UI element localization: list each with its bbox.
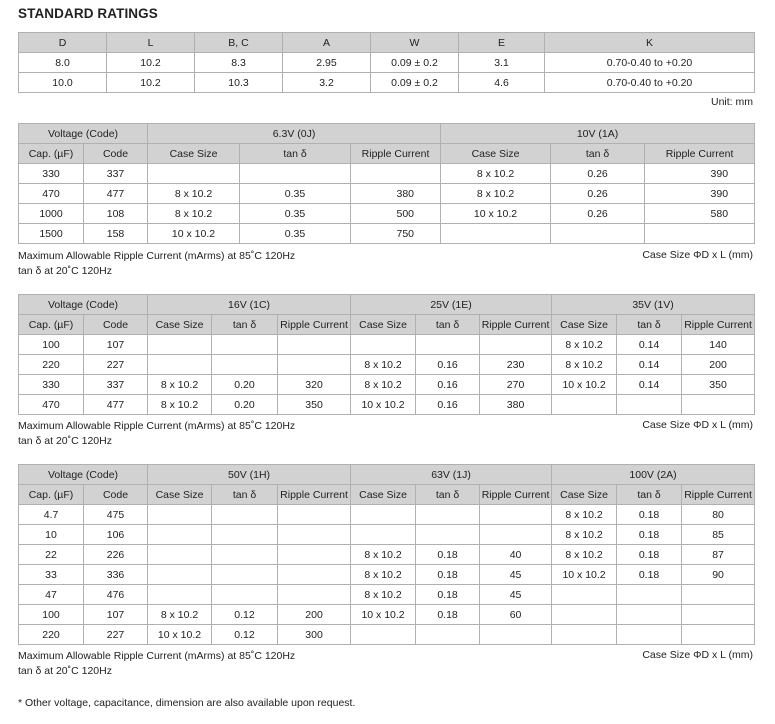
dimensions-header-row (19, 33, 755, 53)
case-size-header: Case Size (552, 315, 617, 335)
table-cell: 8.0 (19, 53, 107, 73)
table-cell: 4.7 (19, 505, 84, 525)
table-cell (148, 335, 212, 355)
table-cell: 8 x 10.2 (148, 184, 240, 204)
table-cell (617, 605, 682, 625)
table-row (19, 204, 755, 224)
table-cell: 22 (19, 545, 84, 565)
table-cell (351, 335, 416, 355)
table-cell (552, 585, 617, 605)
code-header: Code (84, 144, 148, 164)
table-cell (682, 605, 755, 625)
table-cell: 0.26 (551, 204, 645, 224)
table-cell: 8 x 10.2 (552, 505, 617, 525)
tan-delta-header: tan δ (617, 485, 682, 505)
ratings-table-3 (18, 464, 755, 645)
table-cell: 10 x 10.2 (148, 625, 212, 645)
table-cell (212, 525, 278, 545)
table-cell: 750 (351, 224, 441, 244)
table-cell (148, 525, 212, 545)
table-cell: 0.18 (416, 565, 480, 585)
dimensions-table (18, 32, 755, 93)
table-cell: 330 (19, 375, 84, 395)
ripple-current-header: Ripple Current (682, 485, 755, 505)
sub-header-row (19, 144, 755, 164)
table-cell: 200 (682, 355, 755, 375)
tan-delta-header: tan δ (240, 144, 351, 164)
table-row (19, 355, 755, 375)
table-cell: 300 (278, 625, 351, 645)
table-cell: 8 x 10.2 (351, 355, 416, 375)
col-header: E (459, 33, 545, 53)
table-cell: 3.2 (283, 73, 371, 93)
table-row (19, 395, 755, 415)
table-cell: 3.1 (459, 53, 545, 73)
tan-delta-header: tan δ (212, 485, 278, 505)
ripple-current-header: Ripple Current (278, 485, 351, 505)
table-row (19, 545, 755, 565)
table-cell: 10 x 10.2 (552, 565, 617, 585)
cap-header: Cap. (µF) (19, 485, 84, 505)
table-cell (617, 395, 682, 415)
table-cell (682, 585, 755, 605)
table-cell: 2.95 (283, 53, 371, 73)
tan-note-text: tan δ at 20˚C 120Hz (18, 665, 112, 677)
table-cell (278, 505, 351, 525)
table-cell: 45 (480, 585, 552, 605)
case-size-header: Case Size (148, 485, 212, 505)
table-cell (645, 224, 755, 244)
table-cell: 0.70-0.40 to +0.20 (545, 53, 755, 73)
t3-body (19, 505, 755, 645)
table-cell: 10 x 10.2 (441, 204, 551, 224)
voltage-code-header: Voltage (Code) (19, 465, 148, 485)
case-size-header: Case Size (148, 144, 240, 164)
table-cell: 10 (19, 525, 84, 545)
case-size-header: Case Size (351, 315, 416, 335)
col-header: K (545, 33, 755, 53)
tan-delta-header: tan δ (416, 315, 480, 335)
tan-delta-header: tan δ (551, 144, 645, 164)
voltage-group-header: 35V (1V) (552, 295, 755, 315)
table-cell: 87 (682, 545, 755, 565)
case-size-header: Case Size (552, 485, 617, 505)
table-cell: 0.18 (617, 545, 682, 565)
table-cell: 45 (480, 565, 552, 585)
table-cell: 477 (84, 184, 148, 204)
table-cell (278, 545, 351, 565)
table-cell: 10 x 10.2 (552, 375, 617, 395)
col-header: D (19, 33, 107, 53)
table-cell: 107 (84, 605, 148, 625)
table-cell (617, 585, 682, 605)
voltage-code-header: Voltage (Code) (19, 124, 148, 144)
table-cell: 500 (351, 204, 441, 224)
table-cell: 8 x 10.2 (351, 375, 416, 395)
table-cell: 470 (19, 395, 84, 415)
code-header: Code (84, 315, 148, 335)
table-cell: 0.14 (617, 335, 682, 355)
ripple-note (18, 419, 295, 449)
table-row (19, 525, 755, 545)
voltage-group-header: 10V (1A) (441, 124, 755, 144)
table-cell: 40 (480, 545, 552, 565)
table-cell: 100 (19, 335, 84, 355)
table-cell: 0.18 (416, 605, 480, 625)
table-cell: 8.3 (195, 53, 283, 73)
table-row (19, 605, 755, 625)
table-cell: 200 (278, 605, 351, 625)
table-cell: 477 (84, 395, 148, 415)
table-cell: 337 (84, 164, 148, 184)
table-cell: 0.09 ± 0.2 (371, 53, 459, 73)
table-row (19, 335, 755, 355)
tan-delta-header: tan δ (416, 485, 480, 505)
table-cell: 8 x 10.2 (351, 545, 416, 565)
table-cell (351, 625, 416, 645)
table-cell: 337 (84, 375, 148, 395)
table-cell: 8 x 10.2 (351, 585, 416, 605)
table-cell (278, 585, 351, 605)
table-cell: 10 x 10.2 (148, 224, 240, 244)
table-cell: 8 x 10.2 (148, 605, 212, 625)
table-cell: 108 (84, 204, 148, 224)
table-cell: 0.70-0.40 to +0.20 (545, 73, 755, 93)
table-row (19, 505, 755, 525)
table-cell: 8 x 10.2 (148, 204, 240, 224)
table-cell (148, 164, 240, 184)
table-cell: 230 (480, 355, 552, 375)
voltage-group-header: 100V (2A) (552, 465, 755, 485)
sub-header-row (19, 485, 755, 505)
table-cell (212, 565, 278, 585)
table-cell: 8 x 10.2 (148, 375, 212, 395)
case-size-header: Case Size (441, 144, 551, 164)
table-cell: 60 (480, 605, 552, 625)
t1-body (19, 164, 755, 244)
table-cell: 470 (19, 184, 84, 204)
table-cell (351, 505, 416, 525)
voltage-group-header: 6.3V (0J) (148, 124, 441, 144)
voltage-group-header: 16V (1C) (148, 295, 351, 315)
col-header: A (283, 33, 371, 53)
tan-delta-header: tan δ (212, 315, 278, 335)
table-cell: 1000 (19, 204, 84, 224)
table-cell (682, 395, 755, 415)
table-cell (552, 605, 617, 625)
table-row (19, 53, 755, 73)
table-cell: 47 (19, 585, 84, 605)
table-cell: 140 (682, 335, 755, 355)
table-cell: 0.35 (240, 204, 351, 224)
table-cell (416, 505, 480, 525)
table-cell (212, 355, 278, 375)
table-cell: 10.2 (107, 53, 195, 73)
table-cell (416, 525, 480, 545)
table-cell (351, 164, 441, 184)
table-cell: 270 (480, 375, 552, 395)
col-header: B, C (195, 33, 283, 53)
table-cell (441, 224, 551, 244)
table-cell: 106 (84, 525, 148, 545)
table-cell: 0.14 (617, 355, 682, 375)
ratings-table-2 (18, 294, 755, 415)
table-cell: 10 x 10.2 (351, 605, 416, 625)
table-cell: 4.6 (459, 73, 545, 93)
ripple-current-header: Ripple Current (480, 315, 552, 335)
table-row (19, 184, 755, 204)
table-row (19, 565, 755, 585)
ripple-current-header: Ripple Current (682, 315, 755, 335)
page-title: STANDARD RATINGS (18, 6, 158, 21)
table-cell: 8 x 10.2 (148, 395, 212, 415)
col-header: L (107, 33, 195, 53)
table-cell (552, 625, 617, 645)
table-row (19, 164, 755, 184)
table-cell: 350 (682, 375, 755, 395)
case-size-header: Case Size (148, 315, 212, 335)
table-cell: 0.16 (416, 375, 480, 395)
table-cell: 8 x 10.2 (441, 164, 551, 184)
table-cell: 330 (19, 164, 84, 184)
table-cell: 0.20 (212, 395, 278, 415)
table-cell (617, 625, 682, 645)
table-cell: 0.35 (240, 184, 351, 204)
table-cell: 8 x 10.2 (552, 525, 617, 545)
table-row (19, 375, 755, 395)
table-cell: 0.14 (617, 375, 682, 395)
table-cell: 580 (645, 204, 755, 224)
table-cell (480, 525, 552, 545)
table-cell: 33 (19, 565, 84, 585)
table-cell: 227 (84, 355, 148, 375)
table-cell: 0.18 (617, 525, 682, 545)
case-size-header: Case Size (351, 485, 416, 505)
unit-label: Unit: mm (711, 96, 753, 108)
table-row (19, 73, 755, 93)
table-cell (416, 335, 480, 355)
table-cell (212, 545, 278, 565)
ripple-note-text: Maximum Allowable Ripple Current (mArms) at 85˚C 120Hz (18, 650, 296, 662)
table-cell: 350 (278, 395, 351, 415)
table-cell: 0.26 (551, 184, 645, 204)
tan-delta-header: tan δ (617, 315, 682, 335)
table-cell (240, 164, 351, 184)
table-cell (148, 585, 212, 605)
table-cell: 475 (84, 505, 148, 525)
voltage-group-header: 50V (1H) (148, 465, 351, 485)
table-cell: 0.18 (416, 545, 480, 565)
case-size-note: Case Size ΦD x L (mm) (642, 249, 753, 261)
tan-note-text: tan δ at 20˚C 120Hz (18, 435, 112, 447)
table-cell (148, 505, 212, 525)
ripple-current-header: Ripple Current (278, 315, 351, 335)
sub-header-row (19, 315, 755, 335)
table-cell: 380 (480, 395, 552, 415)
table-cell: 8 x 10.2 (552, 545, 617, 565)
table-row (19, 625, 755, 645)
group-header-row (19, 295, 755, 315)
table-cell (278, 565, 351, 585)
table-cell: 336 (84, 565, 148, 585)
table-cell (351, 525, 416, 545)
table-cell: 90 (682, 565, 755, 585)
ripple-current-header: Ripple Current (645, 144, 755, 164)
ripple-note-text: Maximum Allowable Ripple Current (mArms) at 85˚C 120Hz (18, 250, 296, 262)
table-cell (682, 625, 755, 645)
table-cell: 0.09 ± 0.2 (371, 73, 459, 93)
table-cell (480, 505, 552, 525)
table-cell (212, 585, 278, 605)
ripple-current-header: Ripple Current (480, 485, 552, 505)
table-cell: 10.3 (195, 73, 283, 93)
table-row (19, 224, 755, 244)
table-cell: 0.16 (416, 355, 480, 375)
code-header: Code (84, 485, 148, 505)
voltage-code-header: Voltage (Code) (19, 295, 148, 315)
voltage-group-header: 63V (1J) (351, 465, 552, 485)
table-cell: 10 x 10.2 (351, 395, 416, 415)
ratings-table-1 (18, 123, 755, 244)
table-cell: 0.12 (212, 605, 278, 625)
table-cell: 476 (84, 585, 148, 605)
table-cell: 320 (278, 375, 351, 395)
table-cell (278, 335, 351, 355)
voltage-group-header: 25V (1E) (351, 295, 552, 315)
cap-header: Cap. (µF) (19, 315, 84, 335)
table-cell: 85 (682, 525, 755, 545)
ripple-note (18, 649, 295, 679)
col-header: W (371, 33, 459, 53)
table-cell: 390 (645, 184, 755, 204)
table-cell: 8 x 10.2 (552, 355, 617, 375)
group-header-row (19, 465, 755, 485)
case-size-note: Case Size ΦD x L (mm) (642, 419, 753, 431)
table-cell: 0.35 (240, 224, 351, 244)
ripple-note-text: Maximum Allowable Ripple Current (mArms) at 85˚C 120Hz (18, 420, 296, 432)
t2-body (19, 335, 755, 415)
table-cell: 1500 (19, 224, 84, 244)
table-cell: 0.26 (551, 164, 645, 184)
table-cell (551, 224, 645, 244)
table-cell (212, 335, 278, 355)
table-cell (212, 505, 278, 525)
table-cell (148, 565, 212, 585)
table-cell: 220 (19, 625, 84, 645)
table-cell: 227 (84, 625, 148, 645)
table-cell (416, 625, 480, 645)
table-cell: 0.18 (617, 565, 682, 585)
table-cell: 107 (84, 335, 148, 355)
table-cell (552, 395, 617, 415)
table-cell: 0.18 (617, 505, 682, 525)
table-cell: 380 (351, 184, 441, 204)
table-cell: 8 x 10.2 (441, 184, 551, 204)
table-cell: 10.0 (19, 73, 107, 93)
table-cell: 100 (19, 605, 84, 625)
table-cell: 8 x 10.2 (351, 565, 416, 585)
case-size-note: Case Size ΦD x L (mm) (642, 649, 753, 661)
table-cell (480, 625, 552, 645)
table-cell: 226 (84, 545, 148, 565)
table-cell: 220 (19, 355, 84, 375)
table-cell: 80 (682, 505, 755, 525)
table-cell: 0.12 (212, 625, 278, 645)
table-cell: 158 (84, 224, 148, 244)
table-cell (148, 355, 212, 375)
ripple-current-header: Ripple Current (351, 144, 441, 164)
table-cell (480, 335, 552, 355)
tan-note-text: tan δ at 20˚C 120Hz (18, 265, 112, 277)
table-cell: 390 (645, 164, 755, 184)
ripple-note (18, 249, 295, 279)
table-cell: 10.2 (107, 73, 195, 93)
table-cell (148, 545, 212, 565)
table-cell (278, 525, 351, 545)
group-header-row (19, 124, 755, 144)
table-row (19, 585, 755, 605)
table-cell: 0.20 (212, 375, 278, 395)
table-cell: 0.16 (416, 395, 480, 415)
cap-header: Cap. (µF) (19, 144, 84, 164)
footnote: * Other voltage, capacitance, dimension are also available upon request. (18, 697, 356, 709)
table-cell: 8 x 10.2 (552, 335, 617, 355)
table-cell: 0.18 (416, 585, 480, 605)
table-cell (278, 355, 351, 375)
